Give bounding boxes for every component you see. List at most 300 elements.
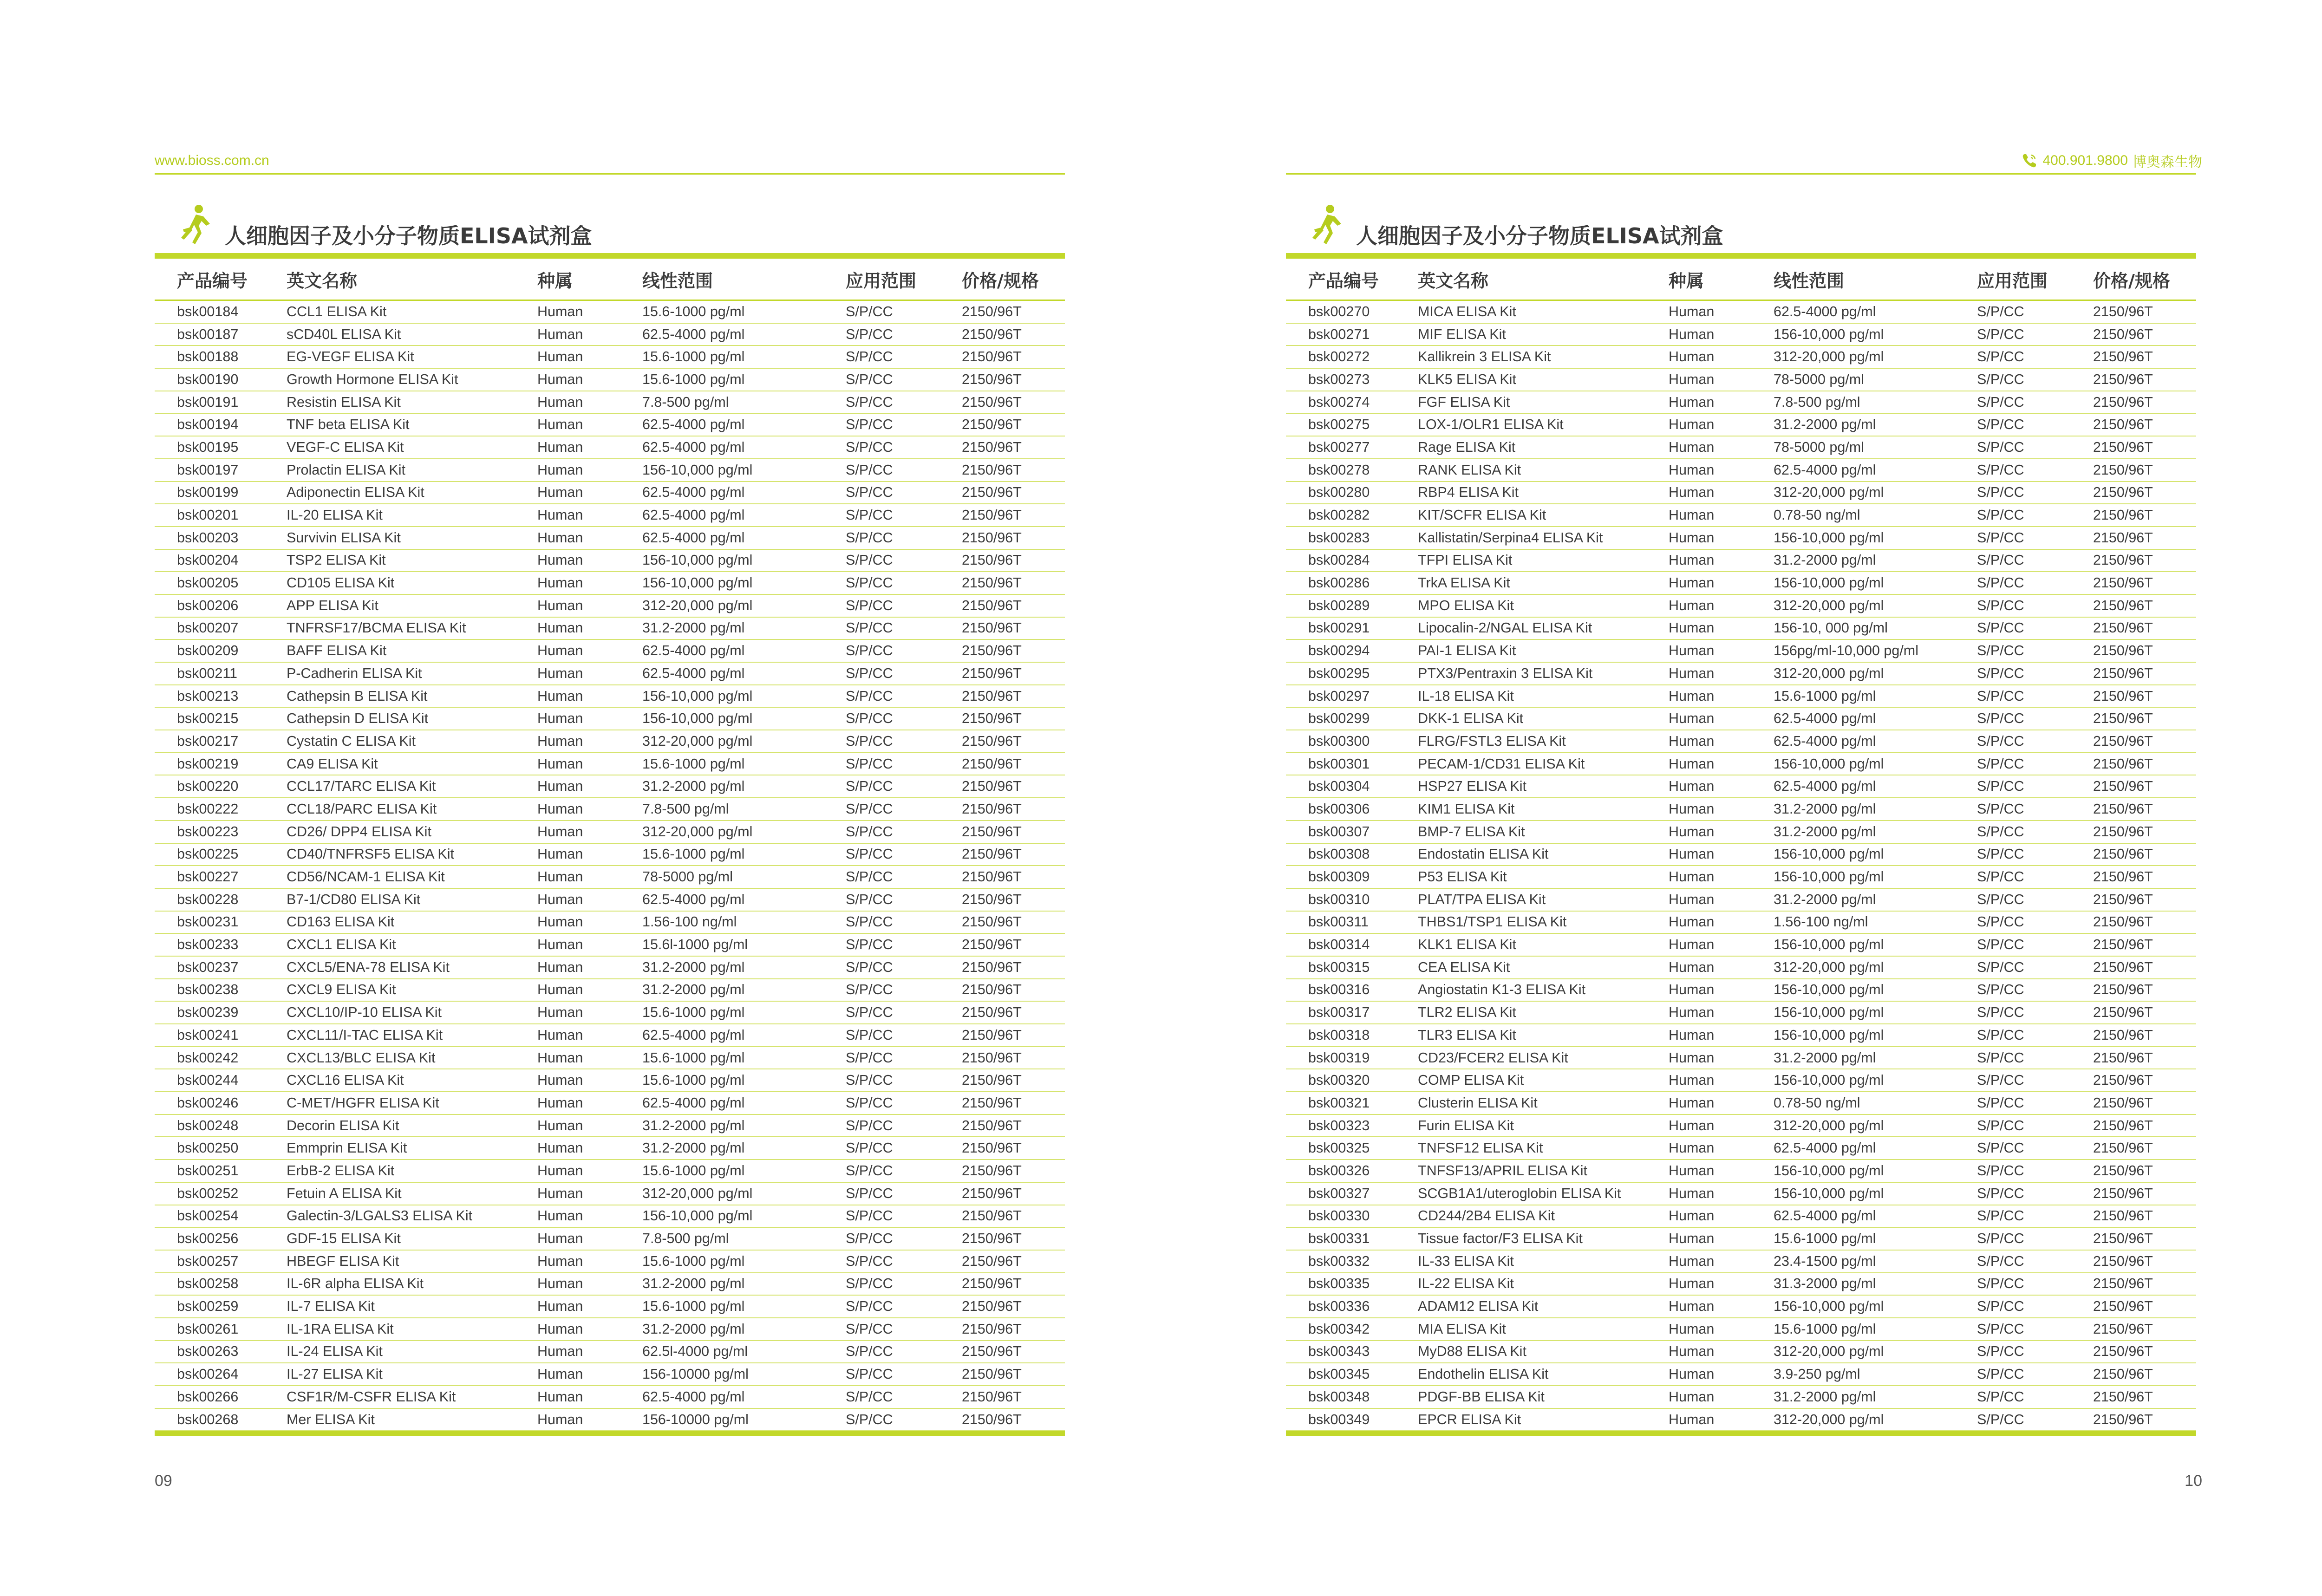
cell-application: S/P/CC	[846, 1208, 893, 1224]
table-row	[1286, 482, 2196, 505]
website-url[interactable]: www.bioss.com.cn	[155, 153, 269, 168]
cell-species: Human	[537, 371, 583, 387]
cell-application: S/P/CC	[846, 1094, 893, 1111]
cell-linear-range: 31.2-2000 pg/ml	[1774, 801, 1876, 817]
cell-product-name: TrkA ELISA Kit	[1418, 575, 1510, 591]
cell-product-name: IL-24 ELISA Kit	[287, 1343, 383, 1360]
cell-price: 2150/96T	[962, 914, 1022, 930]
cell-product-code: bsk00342	[1308, 1321, 1370, 1337]
cell-product-code: bsk00209	[177, 643, 239, 659]
table-row	[155, 1002, 1065, 1024]
cell-price: 2150/96T	[962, 326, 1022, 342]
cell-application: S/P/CC	[846, 823, 893, 840]
cell-linear-range: 156-10,000 pg/ml	[1774, 326, 1884, 342]
cell-application: S/P/CC	[846, 733, 893, 749]
table-row	[155, 1047, 1065, 1070]
table-row	[155, 957, 1065, 979]
table-row	[1286, 1160, 2196, 1183]
cell-price: 2150/96T	[962, 733, 1022, 749]
table-row	[155, 753, 1065, 776]
cell-price: 2150/96T	[2093, 1298, 2153, 1315]
cell-price: 2150/96T	[2093, 1027, 2153, 1043]
cell-application: S/P/CC	[1977, 552, 2024, 568]
cell-species: Human	[1669, 823, 1715, 840]
table-row	[1286, 957, 2196, 979]
cell-species: Human	[1669, 1162, 1715, 1179]
cell-species: Human	[1669, 484, 1715, 501]
column-header-species: 种属	[1669, 270, 1704, 291]
cell-product-name: IL-22 ELISA Kit	[1418, 1276, 1514, 1292]
cell-linear-range: 15.6-1000 pg/ml	[642, 349, 745, 365]
cell-product-code: bsk00223	[177, 823, 239, 840]
cell-species: Human	[1669, 937, 1715, 953]
cell-species: Human	[1669, 1231, 1715, 1247]
cell-product-code: bsk00211	[177, 665, 238, 681]
table-row	[155, 436, 1065, 459]
cell-product-code: bsk00278	[1308, 462, 1370, 478]
cell-linear-range: 15.6-1000 pg/ml	[1774, 688, 1876, 704]
table-row	[155, 324, 1065, 346]
cell-linear-range: 62.5-4000 pg/ml	[642, 891, 745, 907]
cell-price: 2150/96T	[2093, 982, 2153, 998]
table-row	[1286, 663, 2196, 685]
cell-product-name: Endostatin ELISA Kit	[1418, 846, 1549, 862]
table-row	[155, 414, 1065, 436]
cell-price: 2150/96T	[2093, 778, 2153, 795]
cell-linear-range: 31.2-2000 pg/ml	[642, 959, 745, 975]
cell-application: S/P/CC	[846, 891, 893, 907]
cell-product-code: bsk00345	[1308, 1366, 1370, 1382]
cell-species: Human	[1669, 349, 1715, 365]
table-row	[155, 1318, 1065, 1341]
cell-linear-range: 15.6l-1000 pg/ml	[642, 937, 748, 953]
cell-species: Human	[537, 869, 583, 885]
cell-product-code: bsk00246	[177, 1094, 239, 1111]
table-row	[1286, 1363, 2196, 1386]
cell-price: 2150/96T	[2093, 937, 2153, 953]
cell-linear-range: 15.6-1000 pg/ml	[1774, 1321, 1876, 1337]
cell-species: Human	[537, 891, 583, 907]
cell-product-name: Prolactin ELISA Kit	[287, 462, 405, 478]
cell-species: Human	[1669, 643, 1715, 659]
table-row	[155, 866, 1065, 889]
column-header-application: 应用范围	[846, 270, 917, 291]
cell-application: S/P/CC	[846, 1049, 893, 1066]
cell-price: 2150/96T	[962, 846, 1022, 862]
cell-price: 2150/96T	[2093, 846, 2153, 862]
cell-product-name: TSP2 ELISA Kit	[287, 552, 386, 568]
table-row	[1286, 504, 2196, 527]
table-header	[155, 259, 1065, 301]
cell-application: S/P/CC	[1977, 846, 2024, 862]
cell-product-name: CXCL10/IP-10 ELISA Kit	[287, 1004, 442, 1021]
cell-linear-range: 15.6-1000 pg/ml	[642, 1004, 745, 1021]
table-row	[1286, 1183, 2196, 1205]
column-header-code: 产品编号	[1308, 270, 1379, 291]
cell-application: S/P/CC	[1977, 688, 2024, 704]
cell-species: Human	[1669, 462, 1715, 478]
cell-application: S/P/CC	[1977, 1366, 2024, 1382]
cell-application: S/P/CC	[1977, 1027, 2024, 1043]
table-row	[155, 504, 1065, 527]
cell-species: Human	[537, 1049, 583, 1066]
cell-application: S/P/CC	[1977, 439, 2024, 455]
cell-product-code: bsk00286	[1308, 575, 1370, 591]
cell-linear-range: 156-10,000 pg/ml	[642, 575, 753, 591]
cell-product-name: COMP ELISA Kit	[1418, 1072, 1524, 1088]
cell-price: 2150/96T	[962, 869, 1022, 885]
cell-price: 2150/96T	[962, 1185, 1022, 1201]
cell-product-code: bsk00308	[1308, 846, 1370, 862]
cell-price: 2150/96T	[962, 937, 1022, 953]
cell-linear-range: 15.6-1000 pg/ml	[642, 1162, 745, 1179]
cell-linear-range: 31.2-2000 pg/ml	[1774, 417, 1876, 433]
cell-product-code: bsk00283	[1308, 529, 1370, 546]
cell-price: 2150/96T	[962, 1388, 1022, 1405]
cell-species: Human	[537, 326, 583, 342]
cell-price: 2150/96T	[962, 620, 1022, 636]
cell-linear-range: 62.5-4000 pg/ml	[642, 417, 745, 433]
cell-price: 2150/96T	[2093, 484, 2153, 501]
cell-price: 2150/96T	[2093, 303, 2153, 319]
cell-species: Human	[537, 1298, 583, 1315]
cell-product-code: bsk00299	[1308, 710, 1370, 727]
cell-application: S/P/CC	[846, 1343, 893, 1360]
table-row	[1286, 301, 2196, 324]
cell-species: Human	[1669, 326, 1715, 342]
cell-linear-range: 62.5-4000 pg/ml	[1774, 303, 1876, 319]
cell-application: S/P/CC	[1977, 778, 2024, 795]
cell-product-name: LOX-1/OLR1 ELISA Kit	[1418, 417, 1564, 433]
cell-linear-range: 15.6-1000 pg/ml	[642, 1072, 745, 1088]
cell-species: Human	[537, 620, 583, 636]
cell-product-name: CXCL1 ELISA Kit	[287, 937, 396, 953]
cell-product-code: bsk00222	[177, 801, 239, 817]
cell-product-name: SCGB1A1/uteroglobin ELISA Kit	[1418, 1185, 1621, 1201]
cell-species: Human	[537, 756, 583, 772]
cell-product-code: bsk00330	[1308, 1208, 1370, 1224]
cell-price: 2150/96T	[962, 371, 1022, 387]
cell-price: 2150/96T	[962, 891, 1022, 907]
table-row	[155, 459, 1065, 482]
cell-product-code: bsk00277	[1308, 439, 1370, 455]
cell-linear-range: 15.6-1000 pg/ml	[642, 303, 745, 319]
cell-application: S/P/CC	[846, 575, 893, 591]
cell-product-code: bsk00271	[1308, 326, 1370, 342]
cell-application: S/P/CC	[1977, 1004, 2024, 1021]
cell-price: 2150/96T	[962, 1276, 1022, 1292]
table-row	[155, 1137, 1065, 1160]
cell-product-code: bsk00268	[177, 1411, 239, 1427]
cell-product-name: CA9 ELISA Kit	[287, 756, 378, 772]
cell-species: Human	[537, 1094, 583, 1111]
table-row	[155, 798, 1065, 821]
cell-product-name: TNFSF13/APRIL ELISA Kit	[1418, 1162, 1588, 1179]
cell-linear-range: 62.5-4000 pg/ml	[1774, 733, 1876, 749]
cell-linear-range: 312-20,000 pg/ml	[642, 733, 753, 749]
cell-species: Human	[537, 733, 583, 749]
cell-product-name: CD105 ELISA Kit	[287, 575, 395, 591]
table-row	[155, 844, 1065, 866]
table-row	[155, 889, 1065, 912]
table-row	[1286, 1386, 2196, 1409]
cell-price: 2150/96T	[2093, 801, 2153, 817]
cell-price: 2150/96T	[962, 1094, 1022, 1111]
cell-price: 2150/96T	[2093, 1049, 2153, 1066]
cell-price: 2150/96T	[2093, 665, 2153, 681]
cell-linear-range: 156-10,000 pg/ml	[1774, 756, 1884, 772]
cell-product-code: bsk00197	[177, 462, 239, 478]
cell-species: Human	[537, 1027, 583, 1043]
cell-linear-range: 78-5000 pg/ml	[1774, 371, 1864, 387]
cell-product-name: Decorin ELISA Kit	[287, 1117, 399, 1133]
cell-product-code: bsk00194	[177, 417, 239, 433]
cell-species: Human	[1669, 1298, 1715, 1315]
cell-application: S/P/CC	[846, 1162, 893, 1179]
cell-product-code: bsk00273	[1308, 371, 1370, 387]
cell-price: 2150/96T	[962, 1366, 1022, 1382]
cell-application: S/P/CC	[1977, 462, 2024, 478]
table-row	[1286, 1002, 2196, 1024]
cell-product-code: bsk00348	[1308, 1388, 1370, 1405]
table-row	[155, 775, 1065, 798]
cell-linear-range: 312-20,000 pg/ml	[1774, 349, 1884, 365]
cell-species: Human	[1669, 1343, 1715, 1360]
cell-linear-range: 31.2-2000 pg/ml	[1774, 1049, 1876, 1066]
cell-product-name: CD40/TNFRSF5 ELISA Kit	[287, 846, 455, 862]
cell-price: 2150/96T	[2093, 417, 2153, 433]
cell-species: Human	[1669, 1276, 1715, 1292]
cell-linear-range: 156-10,000 pg/ml	[1774, 575, 1884, 591]
cell-product-name: FLRG/FSTL3 ELISA Kit	[1418, 733, 1566, 749]
cell-product-code: bsk00280	[1308, 484, 1370, 501]
cell-species: Human	[537, 914, 583, 930]
cell-price: 2150/96T	[2093, 620, 2153, 636]
cell-linear-range: 156-10,000 pg/ml	[1774, 1004, 1884, 1021]
cell-product-code: bsk00228	[177, 891, 239, 907]
cell-price: 2150/96T	[2093, 733, 2153, 749]
table-row	[155, 595, 1065, 618]
cell-product-name: KLK1 ELISA Kit	[1418, 937, 1516, 953]
cell-linear-range: 3.9-250 pg/ml	[1774, 1366, 1860, 1382]
cell-species: Human	[537, 552, 583, 568]
table-row	[155, 663, 1065, 685]
cell-product-code: bsk00237	[177, 959, 239, 975]
column-header-price: 价格/规格	[962, 270, 1039, 291]
cell-linear-range: 62.5-4000 pg/ml	[642, 1027, 745, 1043]
cell-product-name: Galectin-3/LGALS3 ELISA Kit	[287, 1208, 473, 1224]
cell-linear-range: 15.6-1000 pg/ml	[642, 1049, 745, 1066]
cell-species: Human	[537, 1140, 583, 1156]
cell-application: S/P/CC	[846, 349, 893, 365]
cell-product-name: ErbB-2 ELISA Kit	[287, 1162, 395, 1179]
cell-price: 2150/96T	[962, 462, 1022, 478]
cell-price: 2150/96T	[962, 982, 1022, 998]
cell-product-code: bsk00326	[1308, 1162, 1370, 1179]
cell-product-code: bsk00187	[177, 326, 239, 342]
cell-product-name: Clusterin ELISA Kit	[1418, 1094, 1538, 1111]
cell-application: S/P/CC	[846, 1298, 893, 1315]
table-bottom-rule	[155, 1431, 1065, 1436]
table-row	[1286, 369, 2196, 391]
cell-price: 2150/96T	[2093, 529, 2153, 546]
cell-linear-range: 7.8-500 pg/ml	[642, 394, 729, 410]
cell-linear-range: 312-20,000 pg/ml	[1774, 1117, 1884, 1133]
cell-price: 2150/96T	[2093, 1208, 2153, 1224]
cell-price: 2150/96T	[2093, 371, 2153, 387]
runner-icon	[1307, 203, 1344, 250]
table-row	[1286, 1092, 2196, 1115]
cell-species: Human	[1669, 891, 1715, 907]
cell-linear-range: 312-20,000 pg/ml	[1774, 665, 1884, 681]
cell-species: Human	[1669, 710, 1715, 727]
cell-price: 2150/96T	[2093, 1411, 2153, 1427]
cell-species: Human	[1669, 982, 1715, 998]
cell-product-name: PAI-1 ELISA Kit	[1418, 643, 1516, 659]
cell-species: Human	[537, 439, 583, 455]
cell-species: Human	[537, 529, 583, 546]
table-row	[155, 618, 1065, 640]
cell-species: Human	[537, 1388, 583, 1405]
table-row	[1286, 1251, 2196, 1273]
table-row	[155, 1205, 1065, 1228]
cell-linear-range: 156-10,000 pg/ml	[1774, 937, 1884, 953]
table-row	[1286, 527, 2196, 550]
cell-species: Human	[1669, 959, 1715, 975]
cell-application: S/P/CC	[1977, 823, 2024, 840]
table-row	[1286, 1296, 2196, 1318]
cell-product-name: FGF ELISA Kit	[1418, 394, 1510, 410]
cell-product-code: bsk00213	[177, 688, 239, 704]
cell-species: Human	[537, 1321, 583, 1337]
cell-linear-range: 31.2-2000 pg/ml	[642, 1140, 745, 1156]
cell-application: S/P/CC	[1977, 1321, 2024, 1337]
cell-product-code: bsk00217	[177, 733, 239, 749]
cell-price: 2150/96T	[2093, 1366, 2153, 1382]
table-row	[1286, 391, 2196, 414]
cell-application: S/P/CC	[1977, 1411, 2024, 1427]
cell-application: S/P/CC	[1977, 1094, 2024, 1111]
cell-price: 2150/96T	[2093, 1072, 2153, 1088]
cell-linear-range: 15.6-1000 pg/ml	[642, 756, 745, 772]
cell-application: S/P/CC	[846, 1185, 893, 1201]
cell-product-name: MPO ELISA Kit	[1418, 597, 1514, 613]
cell-product-code: bsk00252	[177, 1185, 239, 1201]
table-row	[155, 934, 1065, 957]
product-table	[1286, 253, 2196, 1436]
cell-application: S/P/CC	[846, 1366, 893, 1382]
cell-species: Human	[1669, 575, 1715, 591]
cell-product-code: bsk00306	[1308, 801, 1370, 817]
cell-linear-range: 1.56-100 ng/ml	[1774, 914, 1868, 930]
cell-price: 2150/96T	[962, 439, 1022, 455]
table-row	[1286, 459, 2196, 482]
cell-application: S/P/CC	[1977, 620, 2024, 636]
cell-product-name: Tissue factor/F3 ELISA Kit	[1418, 1231, 1583, 1247]
table-row	[1286, 1115, 2196, 1138]
cell-product-name: DKK-1 ELISA Kit	[1418, 710, 1524, 727]
cell-linear-range: 156-10,000 pg/ml	[1774, 1027, 1884, 1043]
cell-application: S/P/CC	[846, 778, 893, 795]
cell-price: 2150/96T	[962, 688, 1022, 704]
table-row	[155, 1273, 1065, 1296]
cell-product-code: bsk00304	[1308, 778, 1370, 795]
product-table	[155, 253, 1065, 1436]
cell-linear-range: 312-20,000 pg/ml	[1774, 959, 1884, 975]
cell-linear-range: 312-20,000 pg/ml	[642, 1185, 753, 1201]
cell-product-name: MICA ELISA Kit	[1418, 303, 1516, 319]
cell-species: Human	[537, 597, 583, 613]
cell-species: Human	[537, 1072, 583, 1088]
cell-price: 2150/96T	[962, 303, 1022, 319]
cell-species: Human	[537, 982, 583, 998]
cell-application: S/P/CC	[1977, 710, 2024, 727]
cell-species: Human	[1669, 1208, 1715, 1224]
cell-product-code: bsk00325	[1308, 1140, 1370, 1156]
cell-product-name: TNFRSF17/BCMA ELISA Kit	[287, 620, 466, 636]
cell-product-code: bsk00291	[1308, 620, 1370, 636]
cell-product-name: PECAM-1/CD31 ELISA Kit	[1418, 756, 1585, 772]
cell-price: 2150/96T	[962, 1321, 1022, 1337]
cell-product-name: CXCL13/BLC ELISA Kit	[287, 1049, 436, 1066]
table-row	[1286, 1318, 2196, 1341]
cell-species: Human	[1669, 914, 1715, 930]
cell-application: S/P/CC	[846, 1027, 893, 1043]
cell-linear-range: 312-20,000 pg/ml	[1774, 1343, 1884, 1360]
page-number: 09	[155, 1472, 172, 1490]
table-row	[155, 1024, 1065, 1047]
cell-price: 2150/96T	[2093, 1004, 2153, 1021]
cell-product-name: Rage ELISA Kit	[1418, 439, 1516, 455]
cell-price: 2150/96T	[962, 394, 1022, 410]
cell-price: 2150/96T	[962, 575, 1022, 591]
cell-application: S/P/CC	[1977, 417, 2024, 433]
cell-application: S/P/CC	[846, 959, 893, 975]
cell-species: Human	[537, 462, 583, 478]
cell-application: S/P/CC	[1977, 1072, 2024, 1088]
cell-price: 2150/96T	[2093, 756, 2153, 772]
cell-product-name: Cathepsin D ELISA Kit	[287, 710, 429, 727]
cell-product-code: bsk00257	[177, 1253, 239, 1269]
table-row	[155, 979, 1065, 1002]
table-row	[1286, 1205, 2196, 1228]
table-row	[155, 912, 1065, 934]
cell-species: Human	[537, 823, 583, 840]
cell-price: 2150/96T	[962, 756, 1022, 772]
cell-linear-range: 62.5-4000 pg/ml	[1774, 710, 1876, 727]
cell-application: S/P/CC	[1977, 1117, 2024, 1133]
cell-product-name: CD23/FCER2 ELISA Kit	[1418, 1049, 1568, 1066]
cell-species: Human	[537, 801, 583, 817]
table-top-rule	[155, 253, 1065, 259]
cell-application: S/P/CC	[846, 507, 893, 523]
cell-product-name: C-MET/HGFR ELISA Kit	[287, 1094, 439, 1111]
phone-number[interactable]: 400.901.9800	[2042, 153, 2128, 168]
cell-linear-range: 31.2-2000 pg/ml	[642, 1117, 745, 1133]
cell-product-code: bsk00190	[177, 371, 239, 387]
cell-price: 2150/96T	[962, 552, 1022, 568]
cell-price: 2150/96T	[2093, 575, 2153, 591]
cell-product-name: IL-7 ELISA Kit	[287, 1298, 375, 1315]
cell-product-name: TNFSF12 ELISA Kit	[1418, 1140, 1543, 1156]
cell-application: S/P/CC	[1977, 597, 2024, 613]
cell-linear-range: 312-20,000 pg/ml	[1774, 597, 1884, 613]
cell-species: Human	[537, 394, 583, 410]
cell-application: S/P/CC	[1977, 575, 2024, 591]
cell-price: 2150/96T	[962, 1343, 1022, 1360]
cell-application: S/P/CC	[1977, 1185, 2024, 1201]
cell-product-code: bsk00332	[1308, 1253, 1370, 1269]
